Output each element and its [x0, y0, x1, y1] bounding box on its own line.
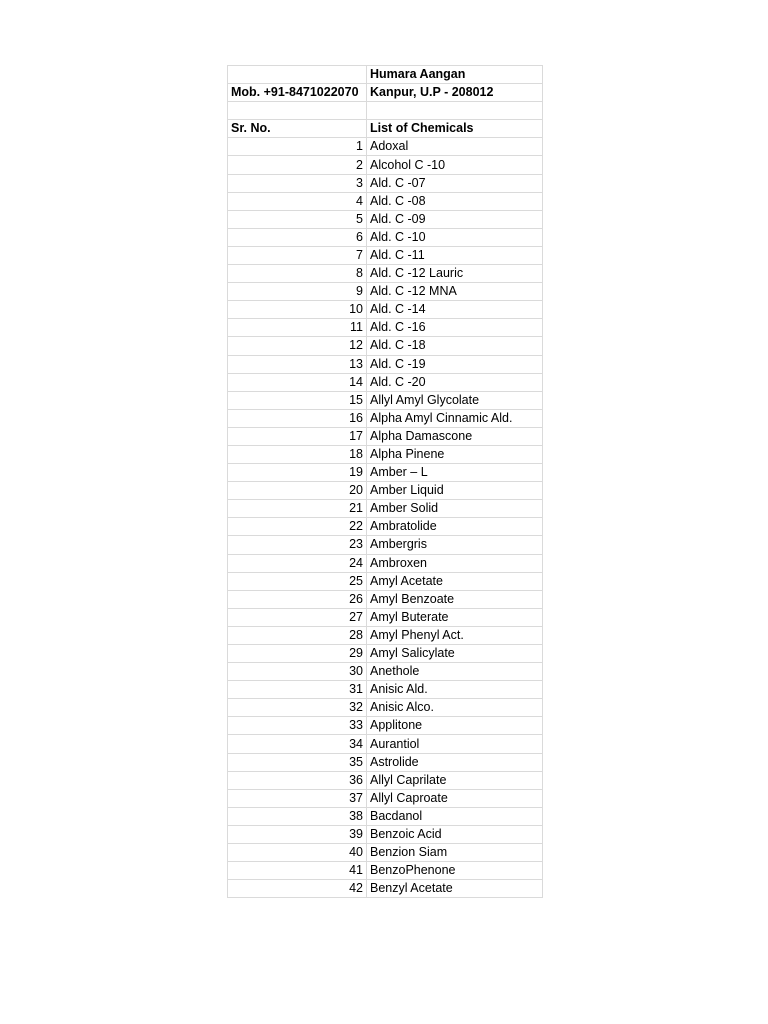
serial-number-cell[interactable]: 24: [228, 554, 367, 572]
chemical-name-cell[interactable]: Ald. C -20: [367, 373, 543, 391]
table-row: [228, 663, 543, 681]
serial-number-cell[interactable]: 37: [228, 789, 367, 807]
table-row: [228, 337, 543, 355]
serial-number-cell[interactable]: 12: [228, 337, 367, 355]
table-row: [228, 807, 543, 825]
company-name[interactable]: Humara Aangan: [367, 66, 543, 84]
table-row: [228, 464, 543, 482]
chemical-name-cell[interactable]: Benzion Siam: [367, 844, 543, 862]
serial-number-cell[interactable]: 10: [228, 301, 367, 319]
serial-number-cell[interactable]: 39: [228, 825, 367, 843]
serial-number-cell[interactable]: 30: [228, 663, 367, 681]
chemical-name-cell[interactable]: Allyl Caproate: [367, 789, 543, 807]
table-row: [228, 210, 543, 228]
table-row: [228, 409, 543, 427]
chemical-name-cell[interactable]: Amber Liquid: [367, 482, 543, 500]
serial-number-cell[interactable]: 34: [228, 735, 367, 753]
chemical-name-cell[interactable]: Amyl Benzoate: [367, 590, 543, 608]
chemical-name-cell[interactable]: Ambroxen: [367, 554, 543, 572]
chemical-name-cell[interactable]: Anisic Alco.: [367, 699, 543, 717]
table-row: [228, 138, 543, 156]
serial-number-cell[interactable]: 6: [228, 228, 367, 246]
header-row-contact: [228, 84, 543, 102]
chemical-name-cell[interactable]: Amyl Phenyl Act.: [367, 626, 543, 644]
table-row: [228, 482, 543, 500]
chemical-name-cell[interactable]: Ald. C -10: [367, 228, 543, 246]
chemical-name-cell[interactable]: Benzoic Acid: [367, 825, 543, 843]
table-row: [228, 319, 543, 337]
chemical-name-cell[interactable]: Ald. C -08: [367, 192, 543, 210]
table-row: [228, 301, 543, 319]
table-row: [228, 156, 543, 174]
chemical-name-cell[interactable]: Ald. C -09: [367, 210, 543, 228]
chemical-name-cell[interactable]: Alpha Amyl Cinnamic Ald.: [367, 409, 543, 427]
chemical-name-cell[interactable]: Astrolide: [367, 753, 543, 771]
table-row: [228, 500, 543, 518]
table-row: [228, 265, 543, 283]
serial-number-cell[interactable]: 7: [228, 246, 367, 264]
table-row: [228, 590, 543, 608]
serial-number-cell[interactable]: 26: [228, 590, 367, 608]
table-row: [228, 825, 543, 843]
serial-number-cell[interactable]: 15: [228, 391, 367, 409]
chemical-name-cell[interactable]: Anethole: [367, 663, 543, 681]
table-row: [228, 771, 543, 789]
table-row: [228, 536, 543, 554]
chemical-name-cell[interactable]: Allyl Caprilate: [367, 771, 543, 789]
serial-number-cell[interactable]: 9: [228, 283, 367, 301]
serial-number-cell[interactable]: 23: [228, 536, 367, 554]
table-row: [228, 445, 543, 463]
table-row: [228, 518, 543, 536]
table-row: [228, 355, 543, 373]
serial-number-cell[interactable]: 5: [228, 210, 367, 228]
serial-number-cell[interactable]: 17: [228, 427, 367, 445]
serial-number-cell[interactable]: 33: [228, 717, 367, 735]
header-row-company: [228, 66, 543, 84]
chemical-name-cell[interactable]: Ambergris: [367, 536, 543, 554]
serial-number-cell[interactable]: 29: [228, 645, 367, 663]
serial-number-header[interactable]: Sr. No.: [228, 120, 367, 138]
chemical-list-header[interactable]: List of Chemicals: [367, 120, 543, 138]
table-row: [228, 192, 543, 210]
chemical-name-cell[interactable]: Alpha Damascone: [367, 427, 543, 445]
chemical-name-cell[interactable]: Ald. C -11: [367, 246, 543, 264]
serial-number-cell[interactable]: 32: [228, 699, 367, 717]
chemical-name-cell[interactable]: BenzoPhenone: [367, 862, 543, 880]
serial-number-cell[interactable]: 36: [228, 771, 367, 789]
table-row: [228, 554, 543, 572]
table-row: [228, 373, 543, 391]
mobile-number[interactable]: Mob. +91-8471022070: [228, 84, 367, 102]
table-row: [228, 880, 543, 898]
chemical-name-cell[interactable]: Alcohol C -10: [367, 156, 543, 174]
serial-number-cell[interactable]: 11: [228, 319, 367, 337]
table-row: [228, 699, 543, 717]
sheet-body: [228, 66, 543, 898]
table-row: [228, 391, 543, 409]
serial-number-cell[interactable]: 31: [228, 681, 367, 699]
chemical-name-cell[interactable]: Amyl Acetate: [367, 572, 543, 590]
chemical-name-cell[interactable]: Ald. C -16: [367, 319, 543, 337]
chemical-name-cell[interactable]: Ald. C -14: [367, 301, 543, 319]
chemical-name-cell[interactable]: Ald. C -18: [367, 337, 543, 355]
chemical-name-cell[interactable]: Amber – L: [367, 464, 543, 482]
table-row: [228, 283, 543, 301]
empty-cell[interactable]: [367, 102, 543, 120]
empty-cell[interactable]: [228, 102, 367, 120]
serial-number-cell[interactable]: 18: [228, 445, 367, 463]
empty-cell[interactable]: [228, 66, 367, 84]
table-row: [228, 427, 543, 445]
table-row: [228, 645, 543, 663]
table-row: [228, 174, 543, 192]
column-header-row: [228, 120, 543, 138]
serial-number-cell[interactable]: 27: [228, 608, 367, 626]
serial-number-cell[interactable]: 35: [228, 753, 367, 771]
blank-row: [228, 102, 543, 120]
chemical-name-cell[interactable]: Ald. C -19: [367, 355, 543, 373]
chemical-name-cell[interactable]: Bacdanol: [367, 807, 543, 825]
table-row: [228, 246, 543, 264]
table-row: [228, 608, 543, 626]
chemical-name-cell[interactable]: Allyl Amyl Glycolate: [367, 391, 543, 409]
serial-number-cell[interactable]: 3: [228, 174, 367, 192]
serial-number-cell[interactable]: 20: [228, 482, 367, 500]
serial-number-cell[interactable]: 21: [228, 500, 367, 518]
serial-number-cell[interactable]: 38: [228, 807, 367, 825]
table-row: [228, 753, 543, 771]
chemical-name-cell[interactable]: Applitone: [367, 717, 543, 735]
table-row: [228, 789, 543, 807]
chemical-name-cell[interactable]: Ald. C -07: [367, 174, 543, 192]
serial-number-cell[interactable]: 8: [228, 265, 367, 283]
serial-number-cell[interactable]: 25: [228, 572, 367, 590]
table-row: [228, 844, 543, 862]
chemical-name-cell[interactable]: Ambratolide: [367, 518, 543, 536]
address[interactable]: Kanpur, U.P - 208012: [367, 84, 543, 102]
serial-number-cell[interactable]: 40: [228, 844, 367, 862]
chemicals-sheet: [227, 65, 543, 898]
table-row: [228, 626, 543, 644]
chemical-name-cell[interactable]: Amber Solid: [367, 500, 543, 518]
chemical-name-cell[interactable]: Amyl Salicylate: [367, 645, 543, 663]
table-row: [228, 681, 543, 699]
serial-number-cell[interactable]: 22: [228, 518, 367, 536]
serial-number-cell[interactable]: 19: [228, 464, 367, 482]
chemical-name-cell[interactable]: Amyl Buterate: [367, 608, 543, 626]
chemical-name-cell[interactable]: Anisic Ald.: [367, 681, 543, 699]
table-row: [228, 862, 543, 880]
chemical-name-cell[interactable]: Ald. C -12 Lauric: [367, 265, 543, 283]
serial-number-cell[interactable]: 42: [228, 880, 367, 898]
chemical-name-cell[interactable]: Adoxal: [367, 138, 543, 156]
serial-number-cell[interactable]: 2: [228, 156, 367, 174]
serial-number-cell[interactable]: 4: [228, 192, 367, 210]
chemical-name-cell[interactable]: Alpha Pinene: [367, 445, 543, 463]
serial-number-cell[interactable]: 28: [228, 626, 367, 644]
chemical-name-cell[interactable]: Ald. C -12 MNA: [367, 283, 543, 301]
serial-number-cell[interactable]: 41: [228, 862, 367, 880]
serial-number-cell[interactable]: 16: [228, 409, 367, 427]
table-row: [228, 717, 543, 735]
serial-number-cell[interactable]: 1: [228, 138, 367, 156]
serial-number-cell[interactable]: 13: [228, 355, 367, 373]
chemical-name-cell[interactable]: Aurantiol: [367, 735, 543, 753]
table-row: [228, 735, 543, 753]
table-row: [228, 228, 543, 246]
serial-number-cell[interactable]: 14: [228, 373, 367, 391]
chemical-name-cell[interactable]: Benzyl Acetate: [367, 880, 543, 898]
table-row: [228, 572, 543, 590]
